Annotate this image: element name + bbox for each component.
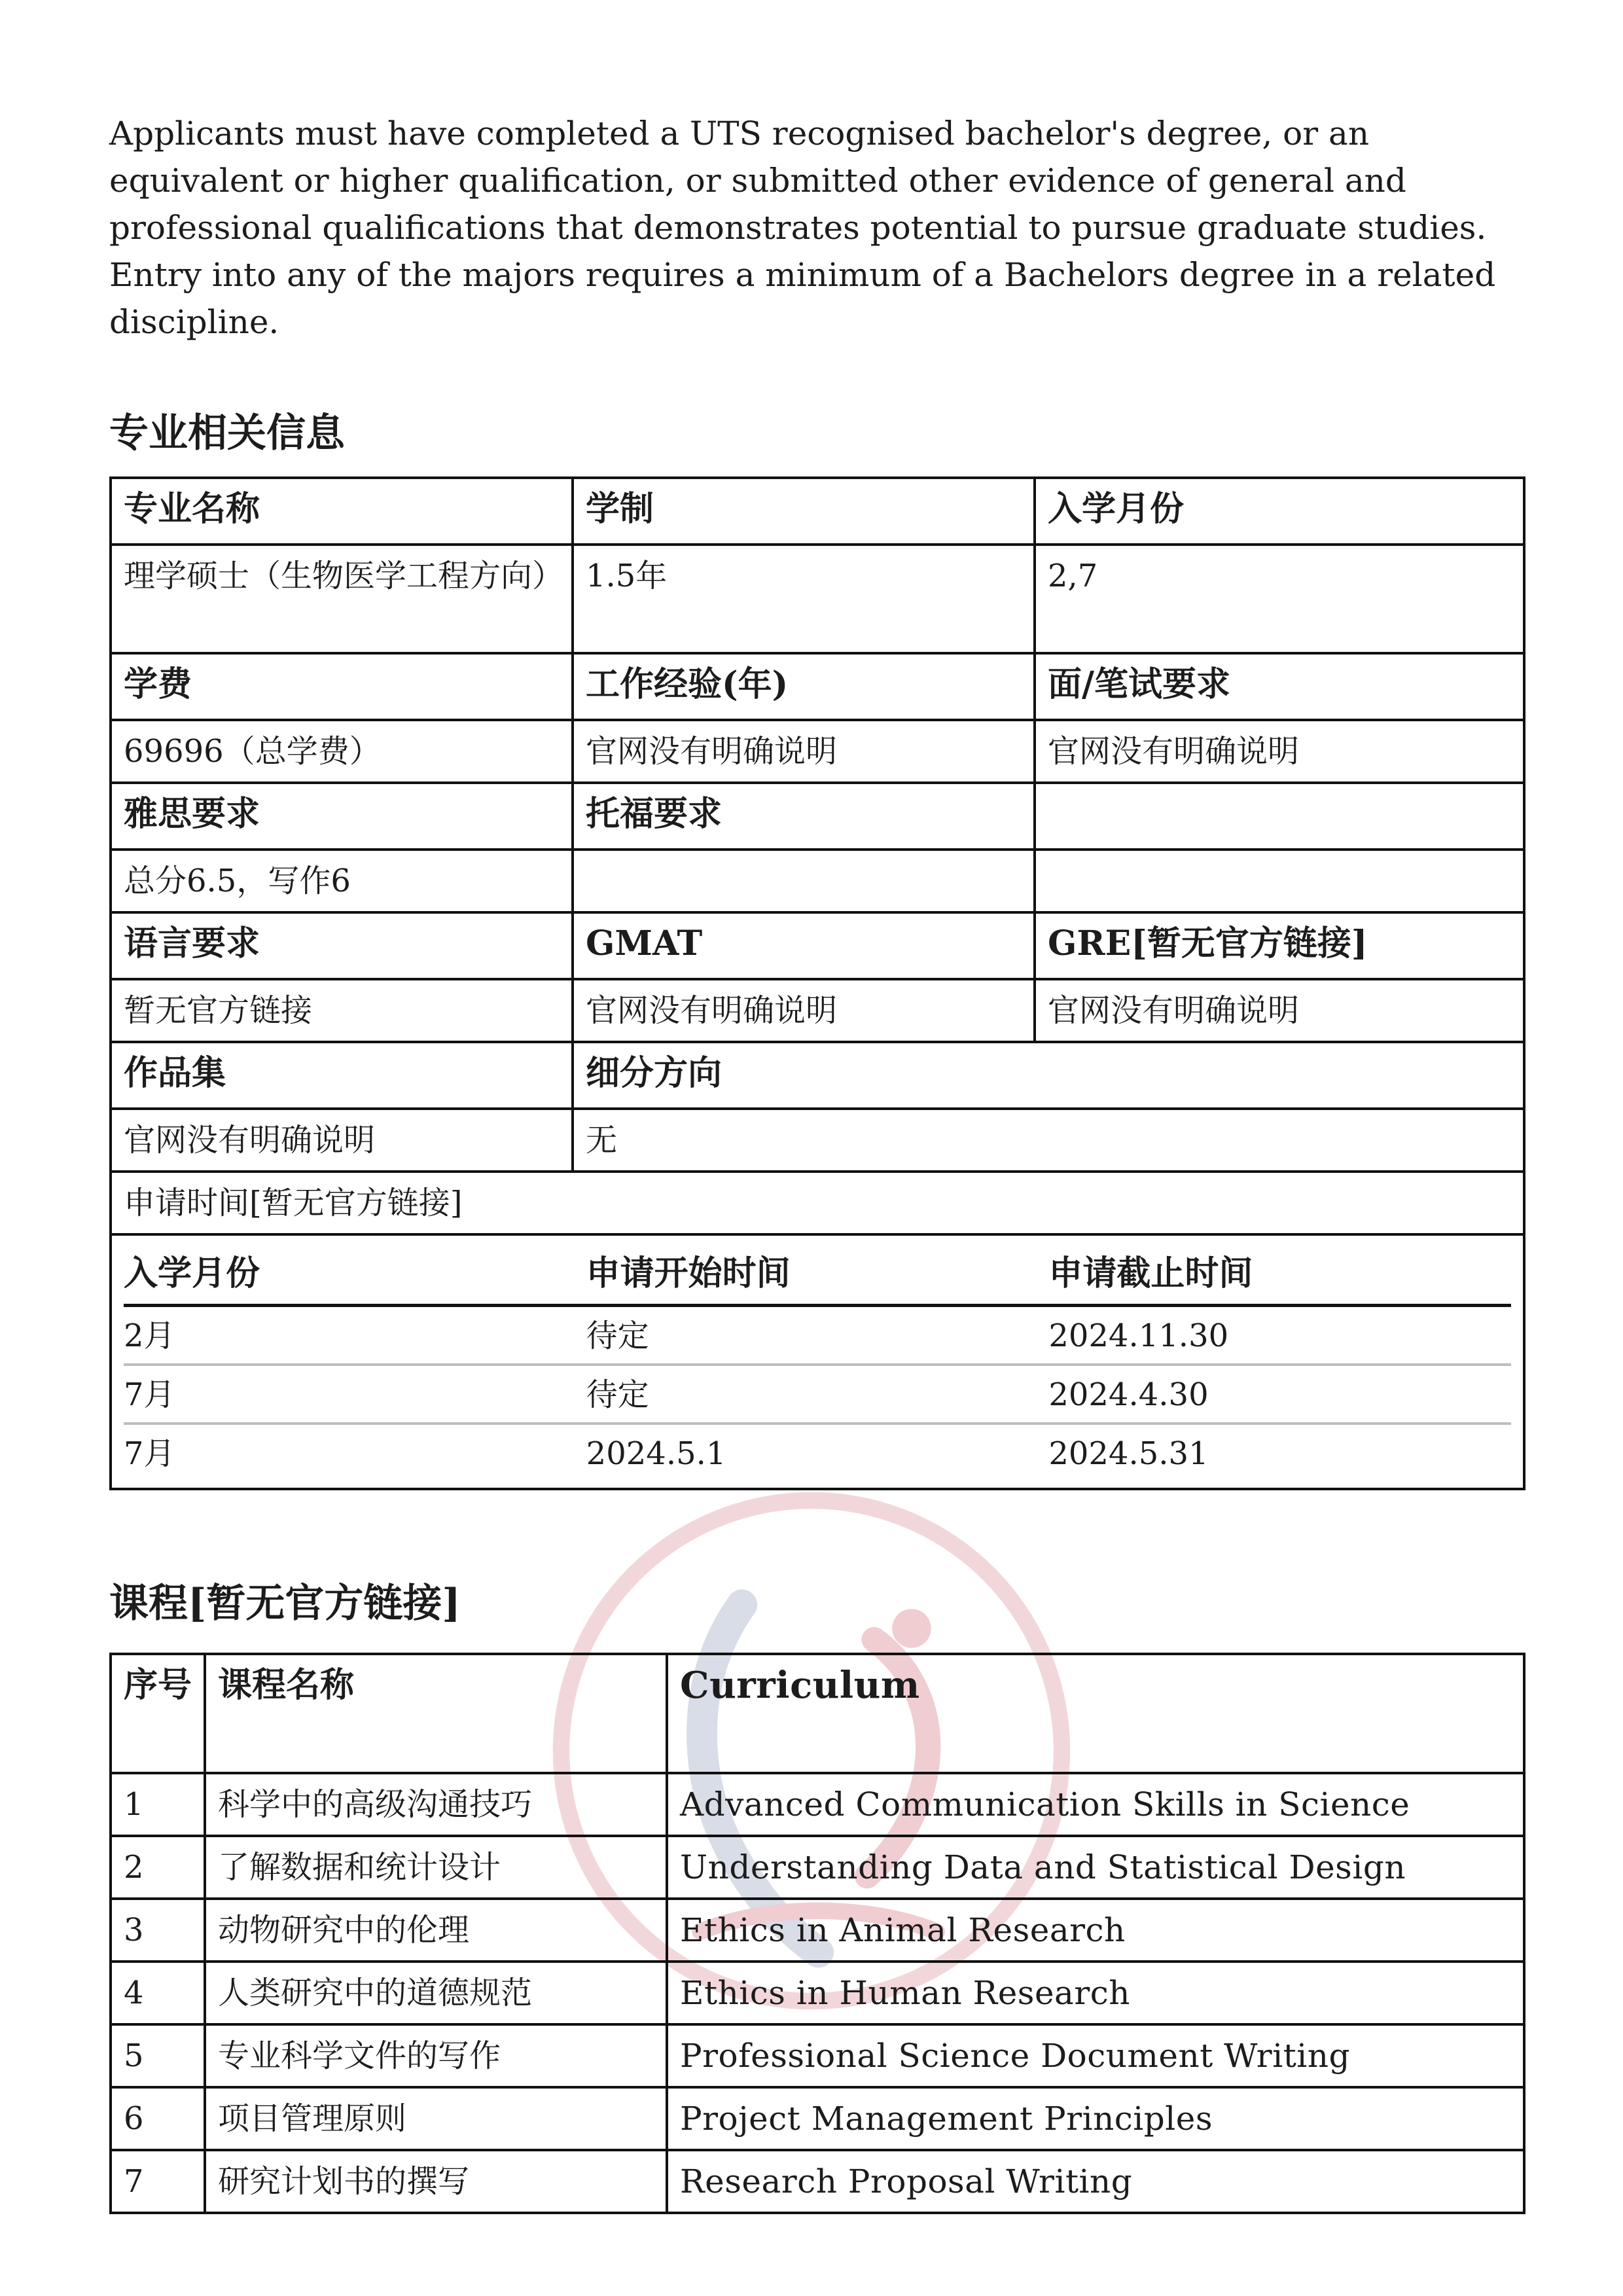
interview-value: 官网没有明确说明 xyxy=(1035,720,1524,783)
schedule-header-row xyxy=(124,1249,1511,1306)
schedule-header: 申请截止时间 xyxy=(1048,1249,1511,1306)
ielts-value: 总分6.5，写作6 xyxy=(111,850,573,912)
course-index: 4 xyxy=(111,1962,205,2024)
course-name: 动物研究中的伦理 xyxy=(205,1899,667,1962)
ielts-label: 雅思要求 xyxy=(111,783,573,850)
course-header-curriculum: Curriculum xyxy=(667,1654,1524,1773)
table-row xyxy=(111,1836,1524,1899)
table-row xyxy=(111,2150,1524,2213)
course-name: 了解数据和统计设计 xyxy=(205,1836,667,1899)
tuition-value: 69696（总学费） xyxy=(111,720,573,783)
course-curriculum: Ethics in Animal Research xyxy=(667,1899,1524,1962)
course-index: 5 xyxy=(111,2024,205,2087)
course-curriculum: Understanding Data and Statistical Design xyxy=(667,1836,1524,1899)
empty-cell xyxy=(1035,850,1524,912)
direction-value: 无 xyxy=(573,1109,1524,1172)
table-row xyxy=(124,1306,1511,1365)
work-experience-value: 官网没有明确说明 xyxy=(573,720,1035,783)
duration-value: 1.5年 xyxy=(573,545,1035,653)
course-curriculum: Professional Science Document Writing xyxy=(667,2024,1524,2087)
apply-time-label: 申请时间[暂无官方链接] xyxy=(111,1172,1524,1234)
tuition-label: 学费 xyxy=(111,653,573,720)
table-row xyxy=(124,1365,1511,1424)
table-row xyxy=(124,1424,1511,1481)
course-index: 1 xyxy=(111,1773,205,1836)
schedule-deadline: 2024.5.31 xyxy=(1048,1435,1209,1472)
course-index: 2 xyxy=(111,1836,205,1899)
course-table xyxy=(109,1653,1525,2214)
course-curriculum: Research Proposal Writing xyxy=(667,2150,1524,2213)
table-row xyxy=(111,1899,1524,1962)
course-index: 3 xyxy=(111,1899,205,1962)
intake-label: 入学月份 xyxy=(1035,478,1524,545)
schedule-cell xyxy=(111,1234,1524,1489)
course-name: 专业科学文件的写作 xyxy=(205,2024,667,2087)
major-value: 理学硕士（生物医学工程方向） xyxy=(111,545,573,653)
intro-paragraph-2: Entry into any of the majors requires a minimum of a Bachelors degree in a related discipline. xyxy=(109,256,1496,341)
table-row xyxy=(111,2087,1524,2150)
schedule-deadline: 2024.4.30 xyxy=(1048,1365,1511,1424)
course-curriculum: Ethics in Human Research xyxy=(667,1962,1524,2024)
table-row xyxy=(111,1773,1524,1836)
direction-label: 细分方向 xyxy=(573,1042,1524,1109)
interview-label: 面/笔试要求 xyxy=(1035,653,1524,720)
gre-value: 官网没有明确说明 xyxy=(1035,979,1524,1042)
schedule-start: 待定 xyxy=(586,1306,1049,1365)
schedule-intake: 7月 xyxy=(124,1435,175,1472)
schedule-header: 入学月份 xyxy=(124,1249,586,1306)
schedule-header: 申请开始时间 xyxy=(586,1249,1049,1306)
application-schedule-table xyxy=(124,1249,1511,1481)
course-header-index: 序号 xyxy=(111,1654,205,1773)
major-label: 专业名称 xyxy=(111,478,573,545)
intake-value: 2,7 xyxy=(1035,545,1524,653)
schedule-intake: 2月 xyxy=(124,1306,586,1365)
intro-text xyxy=(109,110,1523,346)
toefl-label: 托福要求 xyxy=(573,783,1035,850)
course-index: 6 xyxy=(111,2087,205,2150)
toefl-value xyxy=(573,850,1035,912)
empty-cell xyxy=(1035,783,1524,850)
section-title-info: 专业相关信息 xyxy=(109,410,345,456)
gre-label: GRE[暂无官方链接] xyxy=(1035,912,1524,979)
schedule-start: 待定 xyxy=(586,1365,1049,1424)
program-info-table xyxy=(109,476,1525,1490)
work-experience-label: 工作经验(年) xyxy=(573,653,1035,720)
course-name: 科学中的高级沟通技巧 xyxy=(205,1773,667,1836)
language-label: 语言要求 xyxy=(111,912,573,979)
language-value: 暂无官方链接 xyxy=(111,979,573,1042)
schedule-deadline: 2024.11.30 xyxy=(1048,1306,1511,1365)
portfolio-value: 官网没有明确说明 xyxy=(111,1109,573,1172)
gmat-label: GMAT xyxy=(573,912,1035,979)
table-row xyxy=(111,2024,1524,2087)
portfolio-label: 作品集 xyxy=(111,1042,573,1109)
schedule-intake: 7月 xyxy=(124,1365,586,1424)
course-header-name: 课程名称 xyxy=(205,1654,667,1773)
course-curriculum: Project Management Principles xyxy=(667,2087,1524,2150)
course-index: 7 xyxy=(111,2150,205,2213)
section-title-courses: 课程[暂无官方链接] xyxy=(109,1581,461,1626)
gmat-value: 官网没有明确说明 xyxy=(573,979,1035,1042)
table-row xyxy=(111,1962,1524,2024)
course-name: 项目管理原则 xyxy=(205,2087,667,2150)
duration-label: 学制 xyxy=(573,478,1035,545)
course-curriculum: Advanced Communication Skills in Science xyxy=(667,1773,1524,1836)
schedule-start: 2024.5.1 xyxy=(586,1435,726,1472)
course-name: 研究计划书的撰写 xyxy=(205,2150,667,2213)
course-name: 人类研究中的道德规范 xyxy=(205,1962,667,2024)
intro-paragraph-1: Applicants must have completed a UTS recognised bachelor's degree, or an equivalent or higher qualification, or submitted other evidence of general and professional qualifications that demonstrates potential to pursue graduate studies. xyxy=(109,115,1487,247)
